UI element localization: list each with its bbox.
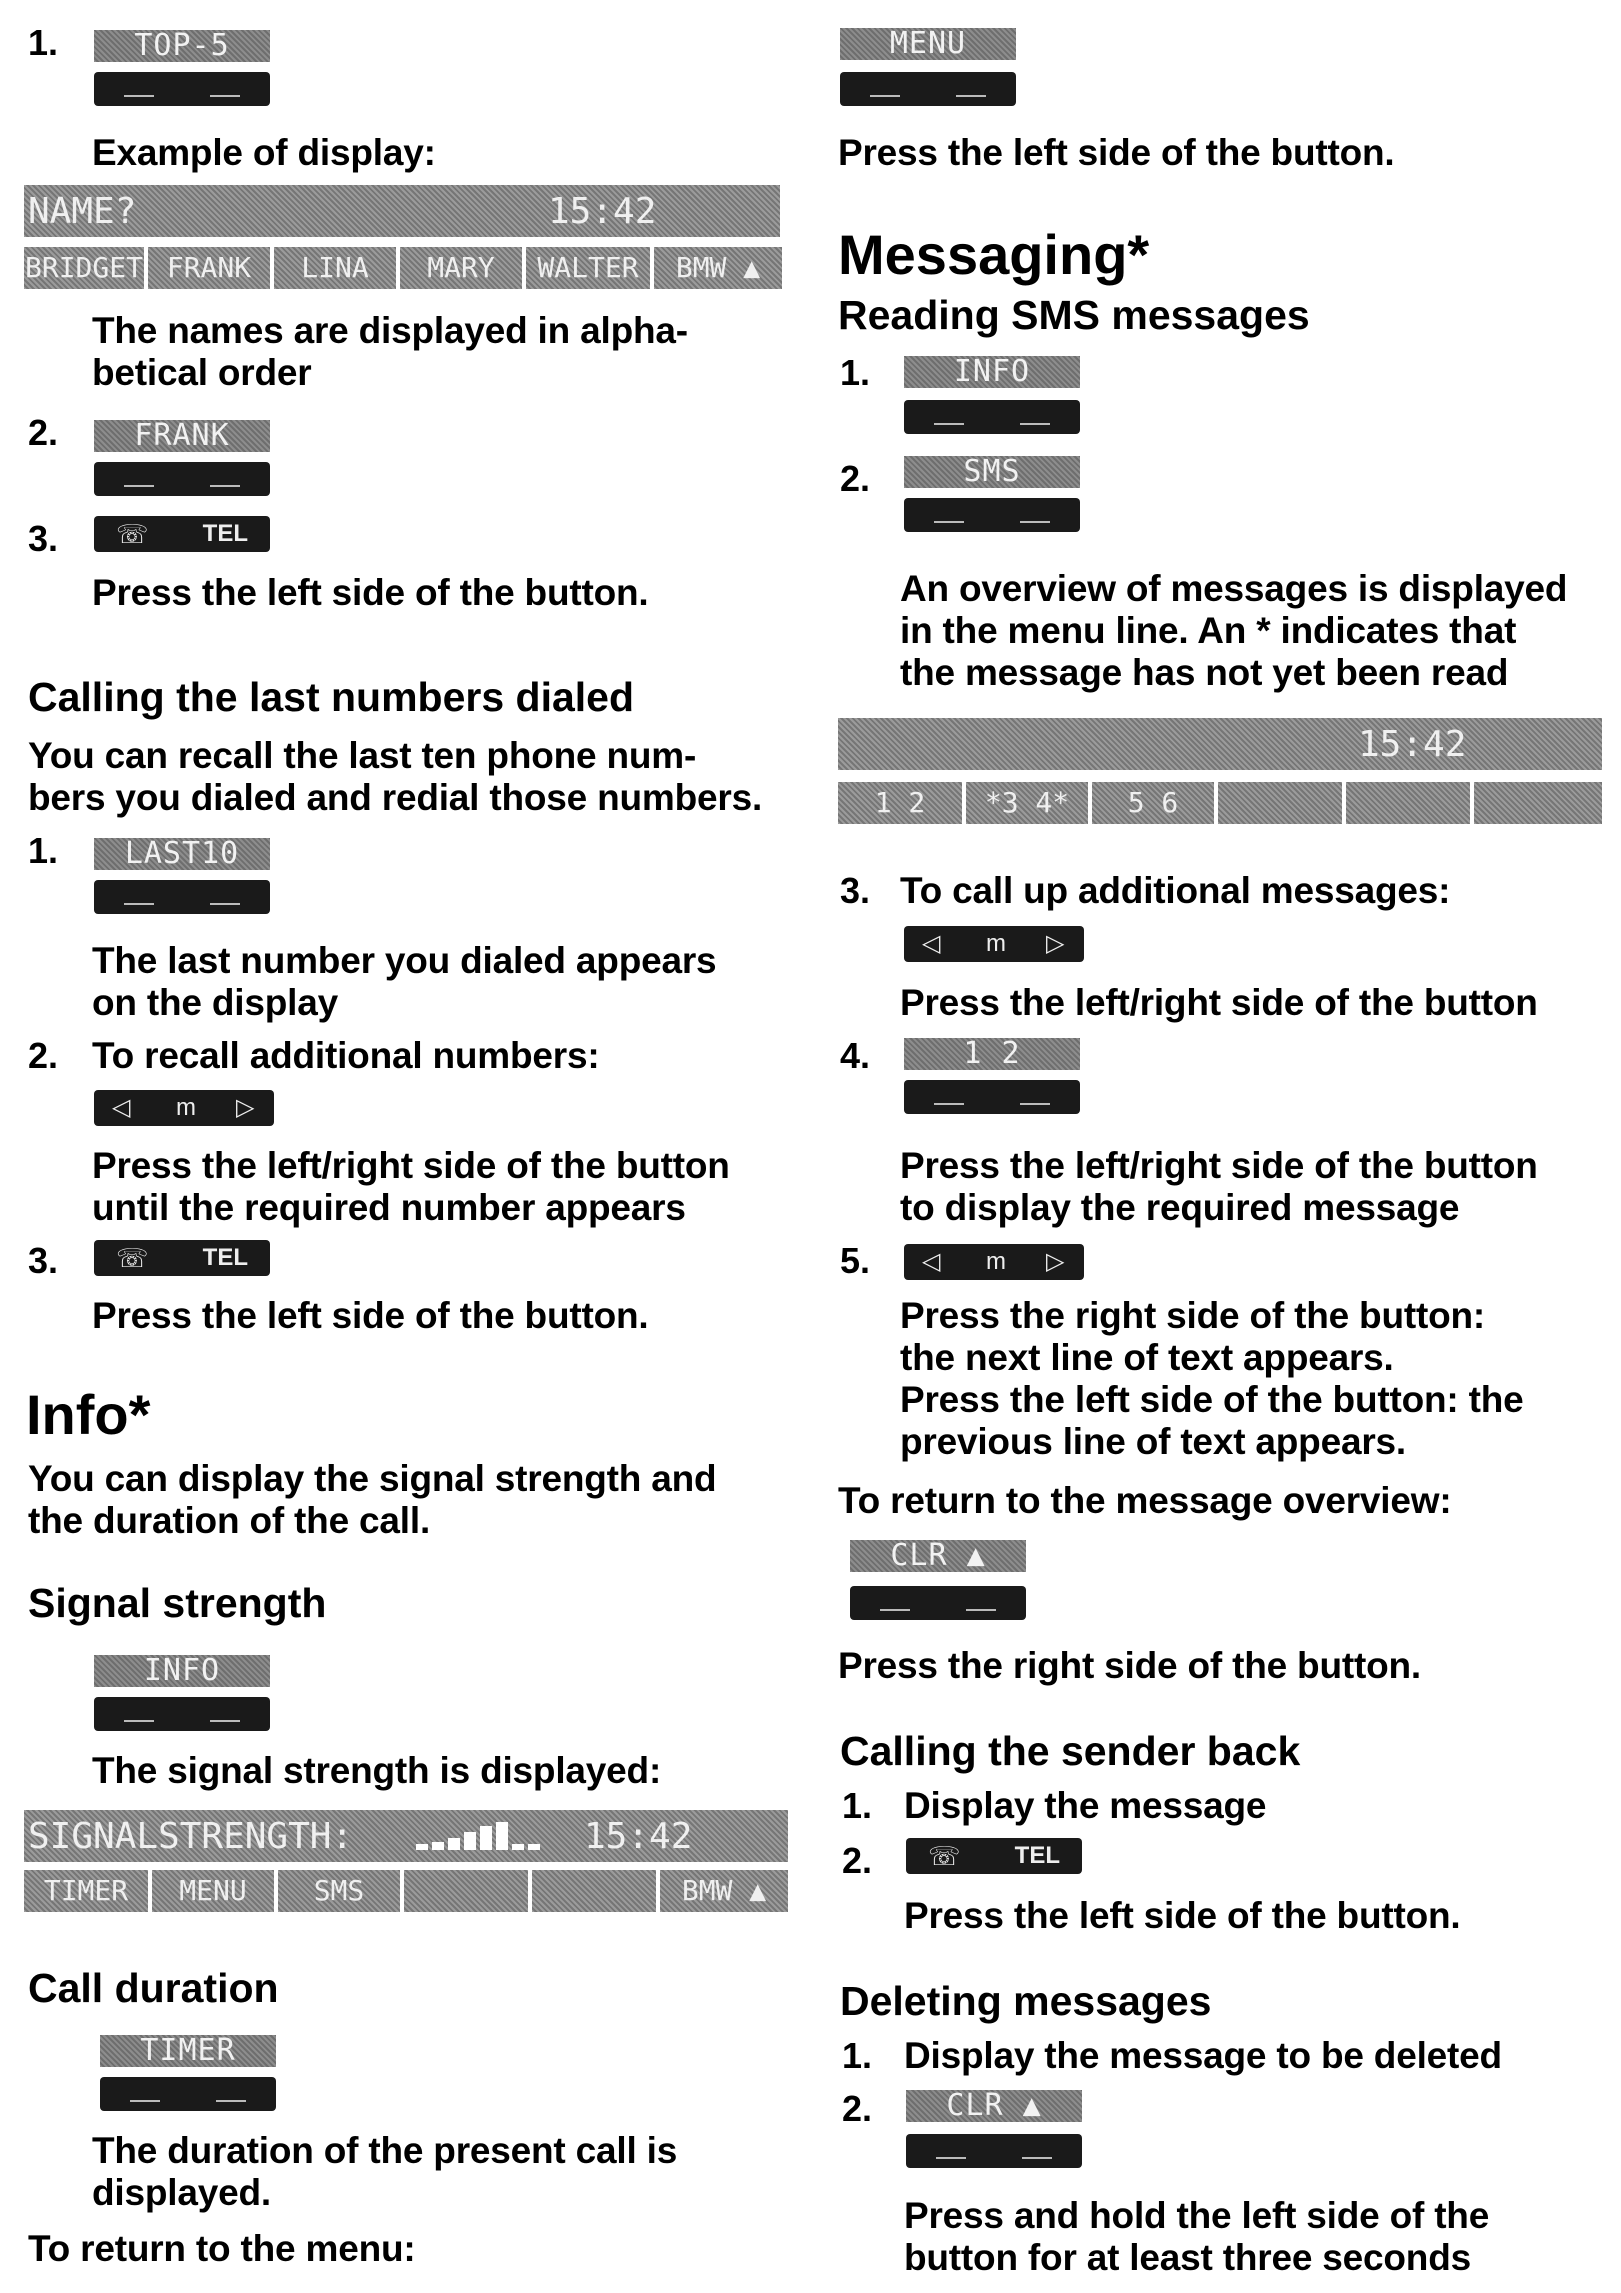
overview-text-line: the message has not yet been read (900, 652, 1509, 693)
step-number: 1. (842, 1785, 873, 1826)
tel-label: TEL (1014, 1842, 1060, 1869)
step-number: 4. (840, 1035, 871, 1076)
softkey-clr[interactable]: CLR ▲ (906, 2090, 1082, 2122)
left-arrow-icon: ◁ (922, 1248, 941, 1275)
press-lr-text-line: Press the left/right side of the button (900, 1145, 1538, 1186)
step-number: 1. (842, 2035, 873, 2076)
return-menu-text: To return to the menu: (28, 2228, 416, 2269)
press-lr-text: Press the left/right side of the button (900, 982, 1538, 1023)
call-up-text: To call up additional messages: (900, 870, 1451, 911)
display-cell-bridget[interactable]: BRIDGET (24, 247, 148, 289)
control-button[interactable] (904, 400, 1080, 434)
display-cell-empty[interactable] (1218, 782, 1346, 824)
step-number: 2. (842, 1840, 873, 1881)
instruction-text: Press the left side of the button. (92, 572, 649, 613)
step-number: 3. (840, 870, 871, 911)
softkey-info[interactable]: INFO (904, 356, 1080, 388)
control-button[interactable] (904, 1080, 1080, 1114)
duration-text-line: displayed. (92, 2172, 271, 2213)
signal-bars-icon (416, 1822, 556, 1850)
calling-last-text-line: You can recall the last ten phone num- (28, 735, 697, 776)
tel-label: TEL (202, 1244, 248, 1271)
softkey-menu[interactable]: MENU (840, 28, 1016, 60)
tel-button[interactable] (94, 516, 270, 552)
call-duration-heading: Call duration (28, 1965, 279, 2011)
control-button[interactable] (904, 498, 1080, 532)
display-cell-bmw[interactable]: BMW ▲ (660, 1870, 788, 1912)
step-number: 2. (28, 1035, 59, 1076)
rocker-button[interactable] (904, 926, 1084, 962)
softkey-sms[interactable]: SMS (904, 456, 1080, 488)
softkey-info[interactable]: INFO (94, 1655, 270, 1687)
overview-text-line: An overview of messages is displayed (900, 568, 1568, 609)
display-time: 15:42 (584, 1816, 693, 1857)
softkey-message-1-2[interactable]: 1 2 (904, 1038, 1080, 1070)
step-number: 2. (28, 412, 59, 453)
instruction-text: Press the left side of the button. (92, 1295, 649, 1336)
display-cell-walter[interactable]: WALTER (526, 247, 654, 289)
signal-displayed-text: The signal strength is displayed: (92, 1750, 662, 1791)
rocker-button[interactable] (904, 1244, 1084, 1280)
tel-button[interactable] (906, 1838, 1082, 1874)
display-cell-bmw[interactable]: BMW ▲ (654, 247, 782, 289)
display-sms-screen (838, 718, 1602, 770)
control-button[interactable] (94, 880, 270, 914)
display-cell-frank[interactable]: FRANK (148, 247, 274, 289)
step-number: 1. (28, 830, 59, 871)
control-button[interactable] (94, 1697, 270, 1731)
press-lr-text-line: to display the required message (900, 1187, 1460, 1228)
step-number: 2. (842, 2088, 873, 2129)
display-signal-screen (24, 1810, 788, 1862)
instruction-text: Press the left side of the button. (904, 1895, 1461, 1936)
press-lr-text-line: Press the left/right side of the button (92, 1145, 730, 1186)
calling-last-text-line: bers you dialed and redial those numbers. (28, 777, 763, 818)
display-time: 15:42 (1358, 724, 1467, 765)
messaging-heading: Messaging* (838, 223, 1150, 286)
info-heading: Info* (26, 1383, 151, 1446)
last-number-text-line: The last number you dialed appears (92, 940, 717, 981)
right-arrow-icon: ▷ (236, 1094, 255, 1121)
left-column (0, 0, 800, 2293)
example-label: Example of display: (92, 132, 436, 173)
display-time: 15:42 (548, 191, 657, 232)
step-number: 2. (840, 458, 871, 499)
softkey-last10[interactable]: LAST10 (94, 838, 270, 870)
hold-text-line: button for at least three seconds (904, 2237, 1471, 2278)
hold-text-line: Press and hold the left side of the (904, 2195, 1490, 2236)
control-button[interactable] (94, 462, 270, 496)
display-name-screen (24, 185, 780, 237)
duration-text-line: The duration of the present call is (92, 2130, 678, 2171)
display-cell-empty[interactable] (1474, 782, 1602, 824)
display-cell-empty[interactable] (404, 1870, 532, 1912)
tel-button[interactable] (94, 1240, 270, 1276)
control-button[interactable] (840, 72, 1016, 106)
softkey-top5[interactable]: TOP-5 (94, 30, 270, 62)
deleting-heading: Deleting messages (840, 1978, 1212, 2024)
step-number: 5. (840, 1240, 871, 1281)
press-right-text-line: previous line of text appears. (900, 1421, 1406, 1462)
handset-icon: ☏ (116, 1243, 149, 1273)
press-right-text-line: Press the left side of the button: the (900, 1379, 1524, 1420)
handset-icon: ☏ (116, 519, 149, 549)
control-button[interactable] (906, 2134, 1082, 2168)
alpha-text-line: The names are displayed in alpha- (92, 310, 688, 351)
step-number: 1. (840, 352, 871, 393)
left-arrow-icon: ◁ (922, 930, 941, 957)
control-button[interactable] (100, 2077, 276, 2111)
step-number: 3. (28, 1240, 59, 1281)
press-right-text-line: the next line of text appears. (900, 1337, 1394, 1378)
instruction-text: Press the right side of the button. (838, 1645, 1421, 1686)
handset-icon: ☏ (928, 1841, 961, 1871)
press-right-text-line: Press the right side of the button: (900, 1295, 1486, 1336)
step-number: 1. (28, 22, 59, 63)
softkey-timer[interactable]: TIMER (100, 2035, 276, 2067)
display-prompt: NAME? (28, 191, 137, 232)
reading-heading: Reading SMS messages (838, 292, 1310, 338)
calling-last-heading: Calling the last numbers dialed (28, 674, 635, 720)
control-button[interactable] (850, 1586, 1026, 1620)
display-signal-label: SIGNALSTRENGTH: (28, 1816, 354, 1857)
rocker-button[interactable] (94, 1090, 274, 1126)
return-overview-text: To return to the message overview: (838, 1480, 1452, 1521)
press-lr-text-line: until the required number appears (92, 1187, 686, 1228)
display-cell-messages-5-6[interactable]: 5 6 (1092, 782, 1218, 824)
rocker-mid-label: m (986, 930, 1006, 957)
display-cell-empty[interactable] (1346, 782, 1474, 824)
step-number: 3. (28, 518, 59, 559)
rocker-mid-label: m (176, 1094, 196, 1121)
display-cell-mary[interactable]: MARY (400, 247, 526, 289)
instruction-text: Press the left side of the button. (838, 132, 1395, 173)
signal-heading: Signal strength (28, 1580, 327, 1626)
alpha-text-line: betical order (92, 352, 312, 393)
softkey-clr[interactable]: CLR ▲ (850, 1540, 1026, 1572)
tel-label: TEL (202, 520, 248, 547)
info-text-line: You can display the signal strength and (28, 1458, 717, 1499)
left-arrow-icon: ◁ (112, 1094, 131, 1121)
right-arrow-icon: ▷ (1046, 930, 1065, 957)
overview-text-line: in the menu line. An * indicates that (900, 610, 1517, 651)
display-cell-messages-3-4[interactable]: *3 4* (966, 782, 1092, 824)
rocker-mid-label: m (986, 1248, 1006, 1275)
right-column (800, 0, 1621, 2293)
softkey-frank[interactable]: FRANK (94, 420, 270, 452)
display-message-text: Display the message (904, 1785, 1267, 1826)
recall-additional-text: To recall additional numbers: (92, 1035, 600, 1076)
control-button[interactable] (94, 72, 270, 106)
display-delete-text: Display the message to be deleted (904, 2035, 1502, 2076)
display-cell-menu[interactable]: MENU (152, 1870, 278, 1912)
display-cell-messages-1-2[interactable]: 1 2 (838, 782, 966, 824)
calling-back-heading: Calling the sender back (840, 1728, 1301, 1774)
display-cell-timer[interactable]: TIMER (24, 1870, 152, 1912)
display-cell-sms[interactable]: SMS (278, 1870, 404, 1912)
display-cell-empty[interactable] (532, 1870, 660, 1912)
display-cell-lina[interactable]: LINA (274, 247, 400, 289)
last-number-text-line: on the display (92, 982, 338, 1023)
info-text-line: the duration of the call. (28, 1500, 431, 1541)
right-arrow-icon: ▷ (1046, 1248, 1065, 1275)
